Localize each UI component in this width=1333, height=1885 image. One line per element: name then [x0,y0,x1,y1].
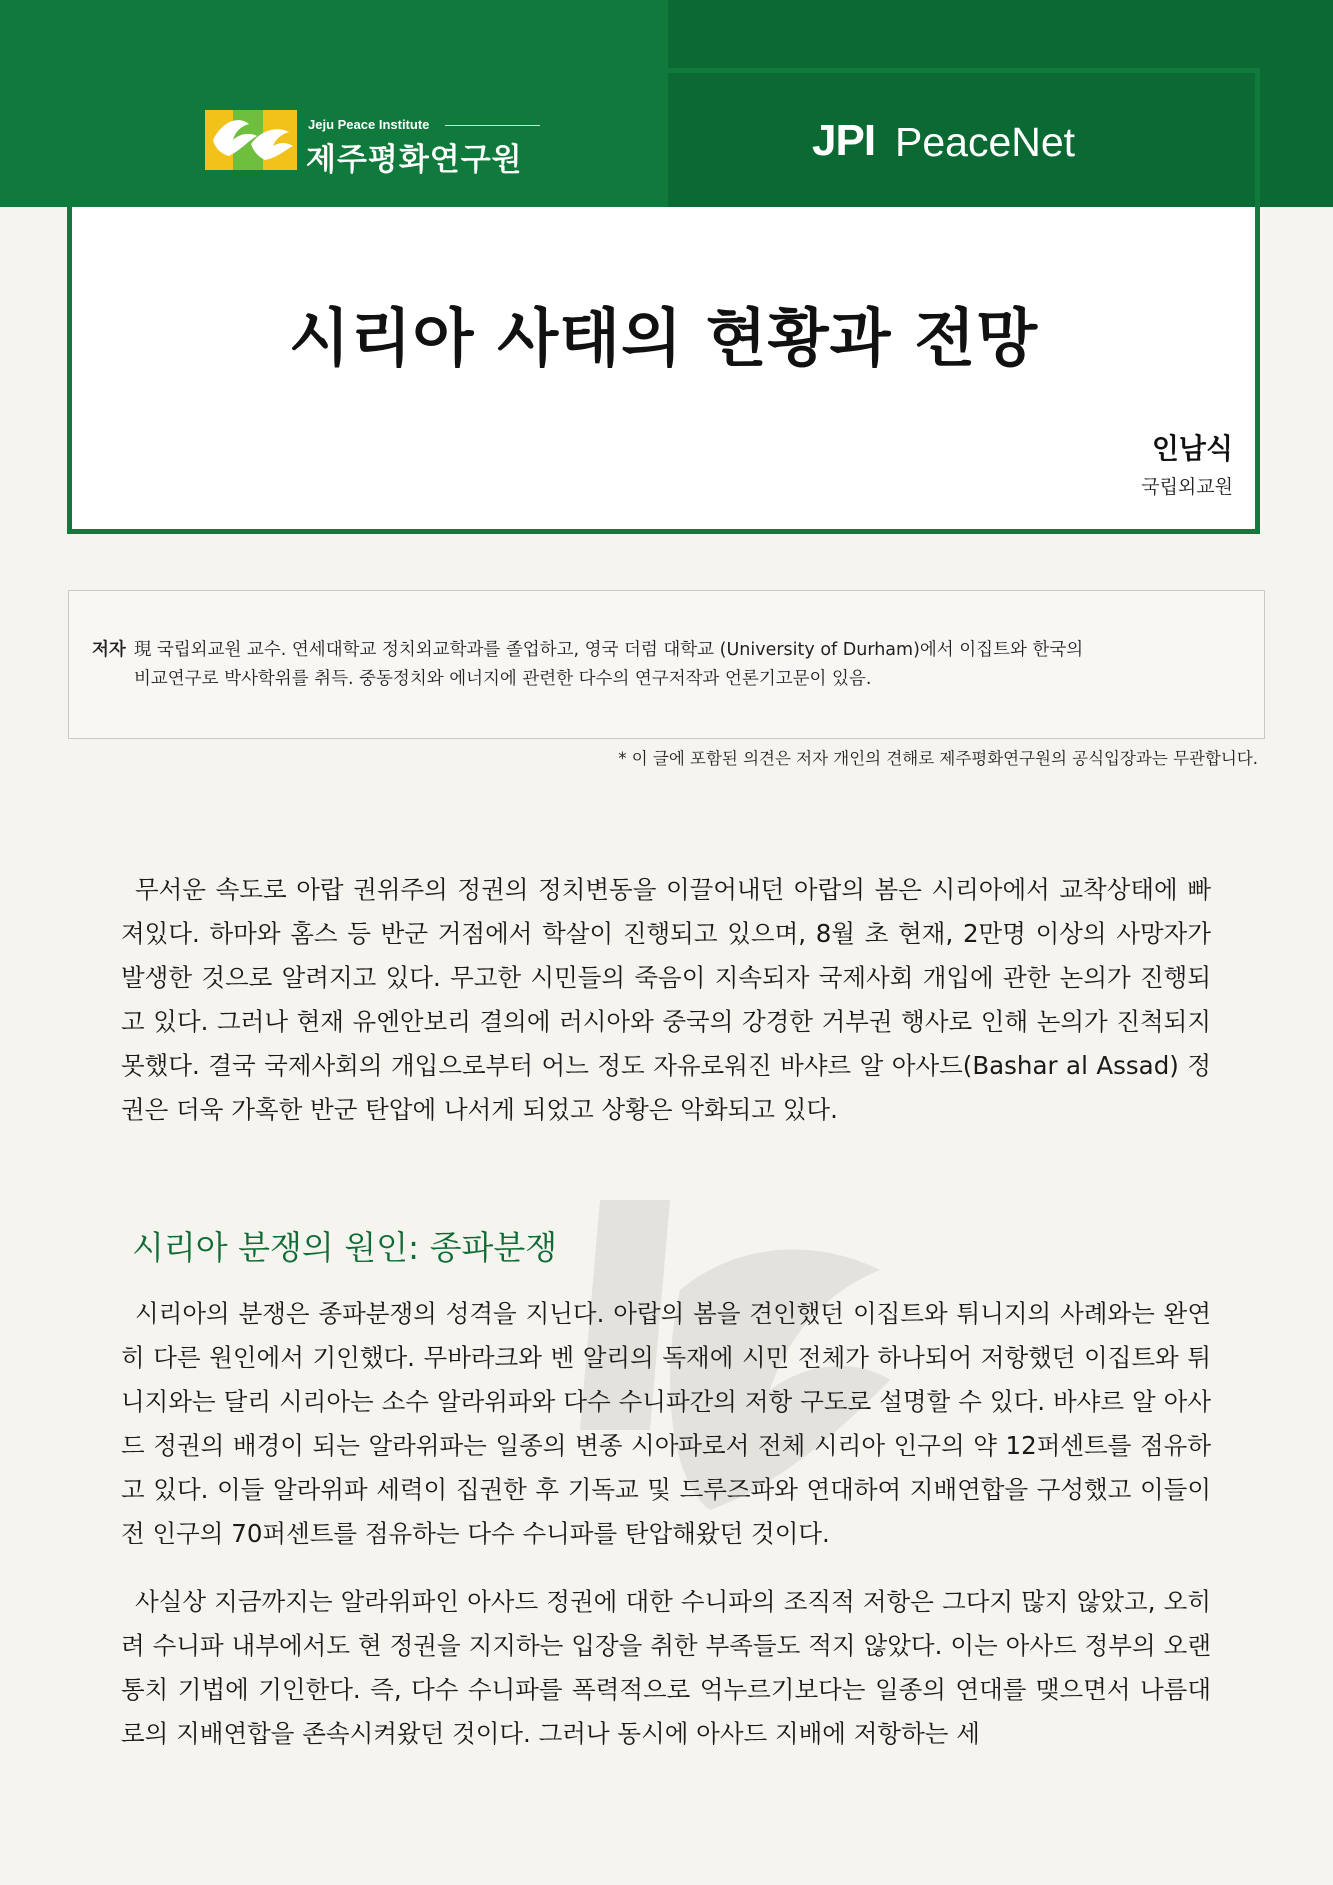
peacenet-jpi-mark: JPI [812,116,876,165]
body-paragraph-3: 사실상 지금까지는 알라위파인 아사드 정권에 대한 수니파의 조직적 저항은 그다지 많지 않았고, 오히려 수니파 내부에서도 현 정권을 지지하는 입장을 취한 부족들도 적지 않았다. 이는 아사드 정부의 오랜 통치 기법에 기인한다. 즉, 다수 수니파를 폭력적으로 억누르기보다는 일종의 연대를 맺으면서 나름대로의 지배연합을 존속시켜왔던 것이다. 그러나 동시에 아사드 지배에 저항하는 세 [121,1587,1211,1748]
body-paragraph-2: 시리아의 분쟁은 종파분쟁의 성격을 지닌다. 아랍의 봄을 견인했던 이집트와 튀니지의 사례와는 완연히 다른 원인에서 기인했다. 무바라크와 벤 알리의 독재에 시민 전체가 하나되어 저항했던 이집트와 튀니지와는 달리 시리아는 소수 알라위파와 다수 수니파간의 저항 구도로 설명할 수 있다. 바샤르 알 아사드 정권의 배경이 되는 알라위파는 일종의 변종 시아파로서 전체 시리아 인구의 약 12퍼센트를 점유하고 있다. 이들 알라위파 세력이 집권한 후 기독교 및 드루즈파와 연대하여 지배연합을 구성했고 이들이 전 인구의 70퍼센트를 점유하는 다수 수니파를 탄압해왔던 것이다. [121,1299,1211,1548]
document-title: 시리아 사태의 현황과 전망 [288,302,1039,376]
body-paragraph-1: 무서운 속도로 아랍 권위주의 정권의 정치변동을 이끌어내던 아랍의 봄은 시리아에서 교착상태에 빠져있다. 하마와 홈스 등 반군 거점에서 학살이 진행되고 있으며, 8월 초 현재, 2만명 이상의 사망자가 발생한 것으로 알려지고 있다. 무고한 시민들의 죽음이 지속되자 국제사회 개입에 관한 논의가 진행되고 있다. 그러나 현재 유엔안보리 결의에 러시아와 중국의 강경한 거부권 행사로 인해 논의가 진척되지 못했다. 결국 국제사회의 개입으로부터 어느 정도 자유로워진 바샤르 알 아사드(Bashar al Assad) 정권은 더욱 가혹한 반군 탄압에 나서게 되었고 상황은 악화되고 있다. [121,875,1211,1124]
dove-logo-icon [205,110,297,170]
author-bio [92,636,1242,694]
peacenet-name: PeaceNet [895,119,1076,165]
institute-korean-name: 제주평화연구원 [306,142,523,178]
bio-label: 저자 [92,640,126,660]
author-name: 인남식 [1151,432,1233,465]
institute-english-name: Jeju Peace Institute [308,117,430,132]
logo-divider [445,125,540,126]
author-affiliation: 국립외교원 [1141,476,1233,498]
bio-line-2: 비교연구로 박사학위를 취득. 중동정치와 에너지에 관련한 다수의 연구저작과 언론기고문이 있음. [134,669,872,689]
bio-line-1: 現 국립외교원 교수. 연세대학교 정치외교학과를 졸업하고, 영국 더럼 대학교 (University of Durham)에서 이집트와 한국의 [133,640,1084,660]
disclaimer-note: * 이 글에 포함된 의견은 저자 개인의 견해로 제주평화연구원의 공식입장과는 무관합니다. [618,749,1258,768]
peacenet-logo [812,116,1132,172]
section-heading: 시리아 분쟁의 원인: 종파분쟁 [132,1228,558,1267]
jeju-peace-institute-logo [205,108,535,178]
